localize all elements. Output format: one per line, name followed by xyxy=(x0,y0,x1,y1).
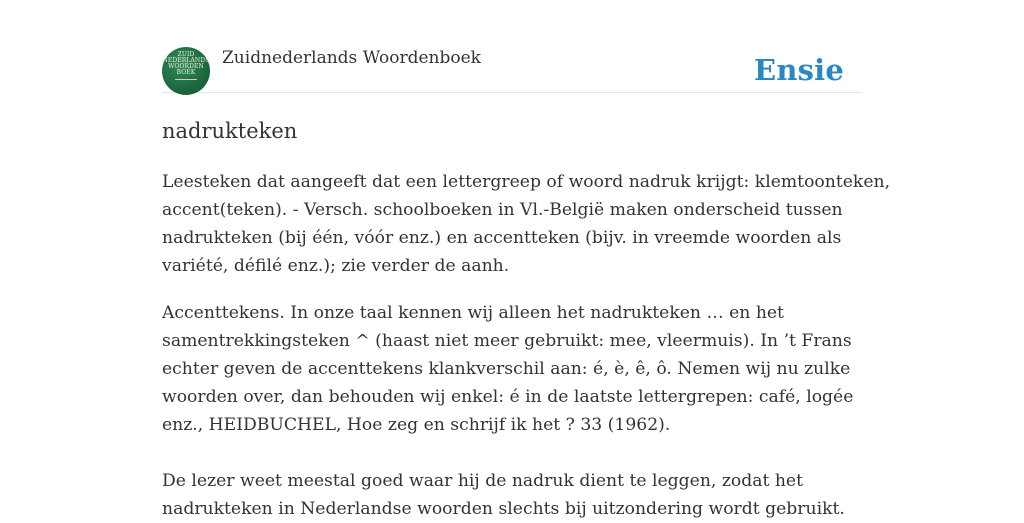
page xyxy=(162,0,891,519)
text-line: echter geven de accenttekens klankverschil aan: é, è, ê, ô. Nemen wij nu zulke xyxy=(162,359,851,379)
text-line: De lezer weet meestal goed waar hij de nadruk dient te leggen, zodat het xyxy=(162,471,804,491)
text-line: variété, défilé enz.); zie verder de aanh. xyxy=(162,256,510,276)
text-line: Accenttekens. In onze taal kennen wij alleen het nadrukteken … en het xyxy=(162,303,784,323)
text-line: accent(teken). - Versch. schoolboeken in Vl.-België maken onderscheid tussen xyxy=(162,200,843,220)
ensie-brand-link[interactable]: Ensie xyxy=(754,53,844,87)
dictionary-name-link[interactable]: Zuidnederlands Woordenboek xyxy=(222,48,481,68)
logo-text-line: NEDERLANDS xyxy=(162,57,210,64)
text-line: woorden over, dan behouden wij enkel: é in de laatste lettergrepen: café, logée xyxy=(162,387,854,407)
text-line: Leesteken dat aangeeft dat een lettergreep of woord nadruk krijgt: klemtoonteken, xyxy=(162,172,891,192)
entry-paragraph xyxy=(162,299,862,439)
entry-title: nadrukteken xyxy=(162,119,298,143)
text-line: nadrukteken (bij één, vóór enz.) en accentteken (bijv. in vreemde woorden als xyxy=(162,228,842,248)
entry-paragraph xyxy=(162,467,862,523)
logo-text-line: BOEK xyxy=(176,69,196,76)
logo-text-line: WOORDEN xyxy=(168,63,204,70)
dictionary-logo[interactable] xyxy=(162,47,210,95)
text-line: nadrukteken in Nederlandse woorden slechts bij uitzondering wordt gebruikt. xyxy=(162,499,845,519)
entry-paragraph xyxy=(162,168,891,280)
text-line: samentrekkingsteken ^ (haast niet meer gebruikt: mee, vleermuis). In ’t Frans xyxy=(162,331,852,351)
text-line: enz., HEIDBUCHEL, Hoe zeg en schrijf ik het ? 33 (1962). xyxy=(162,415,671,435)
logo-text-line: ZUID xyxy=(177,51,195,58)
site-header xyxy=(162,0,862,93)
logo-rule xyxy=(175,79,197,80)
